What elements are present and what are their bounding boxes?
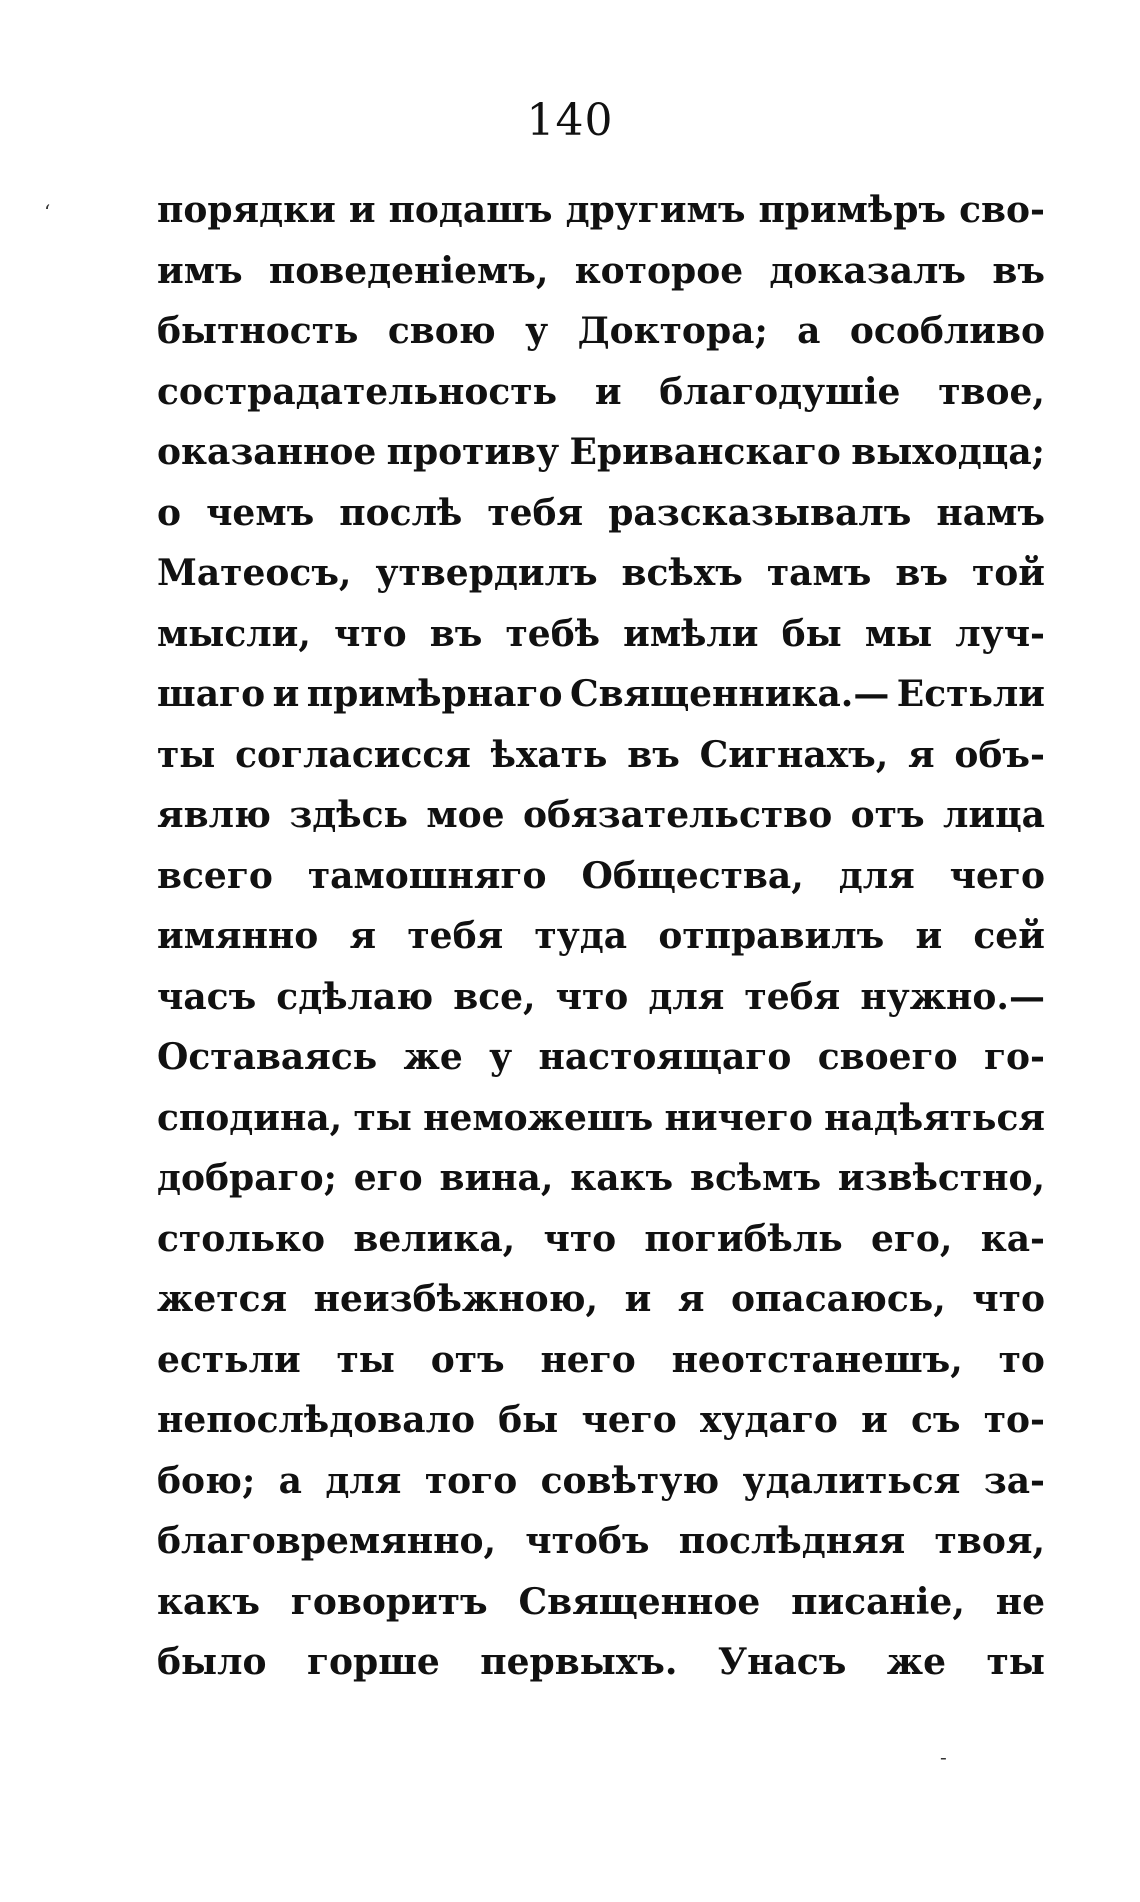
text-line <box>157 725 1045 786</box>
word: неотстанешъ, <box>671 1338 963 1381</box>
word: и <box>594 370 622 413</box>
text-line <box>157 422 1045 483</box>
word: Священное <box>518 1580 761 1623</box>
word: говоритъ <box>290 1580 488 1623</box>
text-line <box>157 1390 1045 1451</box>
word: согласисся <box>235 733 471 776</box>
word: я <box>677 1278 705 1320</box>
text-line <box>157 664 1045 725</box>
word: тебя <box>744 975 841 1018</box>
text-line <box>157 241 1045 302</box>
word: того <box>424 1459 518 1502</box>
text-line <box>157 1572 1045 1633</box>
word: отправилъ <box>658 915 885 957</box>
word: у <box>489 1036 513 1078</box>
word: примѣръ <box>758 189 947 231</box>
word: имѣли <box>623 612 759 655</box>
text-line <box>157 543 1045 604</box>
word: у <box>525 310 549 352</box>
word: особливо <box>849 310 1045 352</box>
word: бытность <box>157 310 359 352</box>
word: сподина, <box>157 1096 343 1139</box>
word: луч- <box>955 612 1045 655</box>
word: обязательство <box>523 794 833 836</box>
word: тебя <box>407 915 504 957</box>
word: Ериванскаго <box>569 431 841 473</box>
word: отъ <box>850 794 925 836</box>
text-line <box>157 1511 1045 1572</box>
word: примѣрнаго <box>306 673 563 715</box>
word: той <box>971 552 1045 594</box>
word: сдѣлаю <box>276 975 434 1018</box>
word: за- <box>983 1459 1045 1502</box>
word: всѣхъ <box>621 552 743 594</box>
word: ты <box>986 1641 1045 1683</box>
word: опасаюсь, <box>731 1278 946 1320</box>
word: Доктора; <box>577 310 768 352</box>
body-text <box>157 180 1045 1693</box>
word: тебѣ <box>505 612 601 655</box>
text-line <box>157 1269 1045 1330</box>
word: Священника.— <box>569 673 890 715</box>
word: бою; <box>157 1459 256 1502</box>
word: то <box>998 1338 1045 1381</box>
text-line <box>157 785 1045 846</box>
word: и <box>348 189 376 231</box>
word: нужно.— <box>860 975 1045 1018</box>
word: него <box>540 1338 636 1381</box>
word: объ- <box>954 733 1045 776</box>
word: настоящаго <box>538 1036 792 1078</box>
word: чемъ <box>206 491 315 534</box>
text-line <box>157 967 1045 1028</box>
word: лица <box>942 794 1045 836</box>
word: мы <box>864 612 933 655</box>
word: отъ <box>430 1338 505 1381</box>
word: тебя <box>487 491 584 534</box>
text-line <box>157 1209 1045 1270</box>
word: здѣсь <box>289 794 408 836</box>
word: а <box>278 1459 302 1502</box>
word: мое <box>426 794 505 836</box>
word: противу <box>386 431 560 473</box>
word: благодушiе <box>659 370 901 413</box>
word: велика, <box>353 1217 516 1260</box>
word: послѣ <box>339 491 463 534</box>
word: худаго <box>699 1399 838 1441</box>
word: и <box>272 673 300 715</box>
word: ты <box>157 733 216 776</box>
word: вина, <box>439 1157 554 1199</box>
text-line <box>157 846 1045 907</box>
word: же <box>886 1641 947 1683</box>
word: было <box>157 1641 267 1683</box>
word: имъ <box>157 249 243 292</box>
word: часъ <box>157 975 257 1018</box>
word: въ <box>895 552 948 594</box>
word: сво- <box>959 189 1045 231</box>
word: же <box>403 1036 463 1078</box>
word: какъ <box>157 1580 260 1623</box>
word: порядки <box>157 189 336 231</box>
word: ты <box>353 1096 412 1139</box>
word: надѣяться <box>824 1096 1045 1139</box>
word: для <box>325 1459 402 1502</box>
word: съ <box>910 1399 961 1441</box>
word: бы <box>781 612 842 655</box>
word: утвердилъ <box>375 552 598 594</box>
word: для <box>838 854 915 897</box>
word: Унасъ <box>717 1641 847 1683</box>
word: твое, <box>938 370 1045 413</box>
text-line <box>157 906 1045 967</box>
word: столько <box>157 1217 326 1260</box>
word: намъ <box>936 491 1045 534</box>
word: я <box>908 733 935 776</box>
word: первыхъ. <box>480 1641 678 1683</box>
page-number: 140 <box>526 95 614 146</box>
word: непослѣдовало <box>157 1399 475 1441</box>
word: горше <box>306 1641 440 1683</box>
word: чтобъ <box>525 1520 650 1562</box>
word: туда <box>534 915 628 957</box>
word: естьли <box>157 1338 301 1381</box>
word: которое <box>574 249 744 292</box>
word: поведенiемъ, <box>268 249 549 292</box>
text-line <box>157 1330 1045 1391</box>
word: что <box>972 1278 1045 1320</box>
word: неизбѣжною, <box>313 1278 599 1320</box>
word: подашъ <box>388 189 553 231</box>
word: я <box>349 915 377 957</box>
word: и <box>861 1399 888 1441</box>
text-line <box>157 362 1045 423</box>
word: погибѣль <box>644 1217 843 1260</box>
word: въ <box>992 249 1045 292</box>
word: жется <box>157 1278 288 1320</box>
word: сей <box>973 915 1045 957</box>
word: тамошняго <box>307 854 547 897</box>
word: удалиться <box>742 1459 961 1502</box>
word: и <box>624 1278 652 1320</box>
word: чего <box>581 1399 677 1441</box>
word: твоя, <box>934 1520 1045 1562</box>
word: для <box>648 975 725 1018</box>
word: какъ <box>570 1157 674 1199</box>
word: тамъ <box>766 552 872 594</box>
word: его <box>353 1157 423 1199</box>
margin-mark: ‘ <box>44 200 51 224</box>
word: совѣтую <box>540 1459 720 1502</box>
text-line <box>157 180 1045 241</box>
text-line <box>157 1027 1045 1088</box>
word: чего <box>949 854 1045 897</box>
word: послѣдняя <box>678 1520 906 1562</box>
margin-mark: - <box>940 1745 947 1769</box>
word: оказанное <box>157 431 377 473</box>
text-line <box>157 483 1045 544</box>
word: Сигнахъ, <box>699 733 889 776</box>
text-line <box>157 1088 1045 1149</box>
word: что <box>334 612 407 655</box>
word: другимъ <box>565 189 746 231</box>
text-line <box>157 1148 1045 1209</box>
word: Естьли <box>896 673 1045 715</box>
word: Общества, <box>581 854 804 897</box>
word: что <box>543 1217 617 1260</box>
word: не <box>995 1580 1045 1623</box>
word: го- <box>983 1036 1045 1078</box>
word: ка- <box>980 1217 1045 1260</box>
word: мысли, <box>157 612 311 655</box>
word: всѣмъ <box>689 1157 822 1199</box>
text-line <box>157 301 1045 362</box>
word: ѣхать <box>490 733 608 776</box>
text-line <box>157 1451 1045 1512</box>
word: его, <box>870 1217 953 1260</box>
word: и <box>915 915 943 957</box>
word: разсказывалъ <box>608 491 912 534</box>
word: а <box>797 310 821 352</box>
word: то- <box>983 1399 1045 1441</box>
word: писанiе, <box>791 1580 965 1623</box>
word: въ <box>429 612 483 655</box>
word: благовремянно, <box>157 1520 496 1562</box>
word: сострадательность <box>157 370 558 413</box>
word: шаго <box>157 673 266 715</box>
word: ты <box>336 1338 395 1381</box>
word: имянно <box>157 915 319 957</box>
word: Оставаясь <box>157 1036 378 1078</box>
word: явлю <box>157 794 271 836</box>
word: что <box>555 975 629 1018</box>
text-line <box>157 1632 1045 1693</box>
word: все, <box>453 975 536 1018</box>
word: свою <box>387 310 496 352</box>
text-line <box>157 604 1045 665</box>
word: Матеосъ, <box>157 552 352 594</box>
word: неможешъ <box>423 1096 654 1139</box>
word: въ <box>627 733 680 776</box>
word: своего <box>817 1036 958 1078</box>
word: извѣстно, <box>837 1157 1045 1199</box>
word: выходца; <box>851 431 1045 473</box>
word: бы <box>498 1399 559 1441</box>
word: доказалъ <box>769 249 967 292</box>
word: добраго; <box>157 1157 337 1199</box>
word: всего <box>157 854 273 897</box>
word: ничего <box>664 1096 813 1139</box>
word: о <box>157 491 182 534</box>
